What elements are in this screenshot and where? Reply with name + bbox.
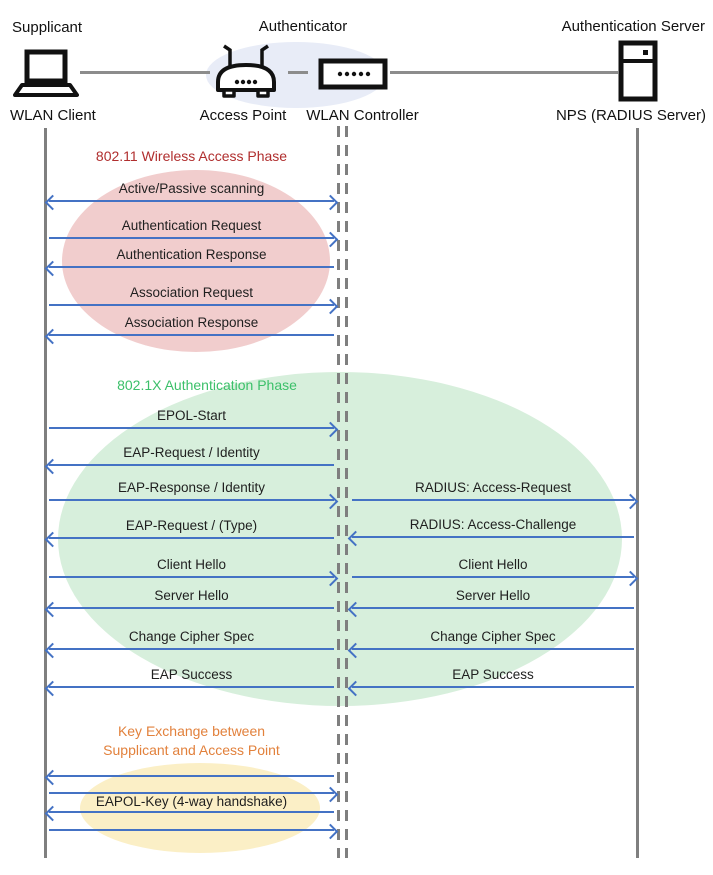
message-authentication-response	[47, 248, 336, 272]
wlan-controller-icon	[318, 58, 388, 90]
message-arrow	[47, 460, 336, 470]
message-label: RADIUS: Access-Request	[414, 480, 572, 495]
message-change-cipher-spec-right	[350, 630, 636, 654]
key-exchange-arrow-4	[47, 825, 336, 835]
message-arrow	[350, 532, 636, 542]
link-line-wlc-nps	[390, 71, 618, 74]
phase2-title: 802.1X Authentication Phase	[117, 377, 297, 393]
message-server-hello-right	[350, 589, 636, 613]
laptop-icon	[13, 49, 79, 99]
message-arrow	[350, 603, 636, 613]
message-eap-request-type	[47, 519, 336, 543]
message-arrow	[47, 330, 336, 340]
role-authenticator-label: Authenticator	[258, 18, 348, 35]
wlan-controller-lifeline-b	[345, 126, 348, 858]
message-label: Association Request	[129, 285, 254, 300]
nps-lifeline	[636, 128, 639, 858]
message-arrow	[47, 495, 336, 505]
message-label: EAP Success	[150, 667, 233, 682]
message-label: Server Hello	[455, 588, 531, 603]
link-line-client-ap	[80, 71, 210, 74]
access-point-icon	[212, 44, 280, 100]
message-arrow	[350, 682, 636, 692]
message-server-hello-left	[47, 589, 336, 613]
message-arrow	[47, 262, 336, 272]
message-label: Client Hello	[156, 557, 227, 572]
message-eap-success-left	[47, 668, 336, 692]
message-radius-access-challenge	[350, 518, 636, 542]
wlan-client-label: WLAN Client	[10, 107, 96, 124]
key-exchange-arrow-1	[47, 771, 336, 781]
message-authentication-request	[47, 219, 336, 243]
link-dash-ap-wlc	[288, 71, 308, 74]
role-authentication-server-label: Authentication Server	[561, 18, 705, 35]
message-label: Server Hello	[154, 588, 229, 603]
phase1-title: 802.11 Wireless Access Phase	[95, 148, 288, 164]
message-arrow	[47, 300, 336, 310]
access-point-label: Access Point	[199, 107, 287, 124]
wlan-controller-label: WLAN Controller	[306, 107, 419, 124]
message-arrow	[47, 196, 336, 206]
message-arrow	[47, 572, 336, 582]
message-label: EAP Success	[452, 667, 534, 682]
phase3-title	[47, 722, 336, 760]
message-eap-response-identity	[47, 481, 336, 505]
message-arrow	[47, 533, 336, 543]
message-label: RADIUS: Access-Challenge	[409, 517, 577, 532]
eapol-key-label: EAPOL-Key (4-way handshake)	[95, 794, 288, 809]
message-arrow	[350, 644, 636, 654]
phase3-title-line1: Key Exchange between	[117, 723, 266, 739]
message-label: EAP-Request / Identity	[123, 445, 260, 460]
message-label: Client Hello	[458, 557, 528, 572]
message-arrow	[47, 603, 336, 613]
message-arrow	[47, 682, 336, 692]
message-eap-success-right	[350, 668, 636, 692]
phase3-title-line2: Supplicant and Access Point	[103, 742, 280, 758]
message-label: Change Cipher Spec	[430, 629, 556, 644]
wlan-controller-lifeline-a	[337, 126, 340, 858]
message-label: Association Response	[124, 315, 259, 330]
message-label: EAP-Response / Identity	[117, 480, 266, 495]
message-epol-start	[47, 409, 336, 433]
message-arrow	[350, 495, 636, 505]
message-label: Change Cipher Spec	[128, 629, 255, 644]
message-association-request	[47, 286, 336, 310]
message-radius-access-request	[350, 481, 636, 505]
role-supplicant-label: Supplicant	[12, 19, 83, 36]
message-label: Active/Passive scanning	[118, 181, 265, 196]
message-arrow	[47, 423, 336, 433]
message-label: EPOL-Start	[156, 408, 227, 423]
nps-radius-server-label: NPS (RADIUS Server)	[555, 107, 706, 124]
message-label: Authentication Response	[116, 247, 267, 262]
message-arrow	[47, 233, 336, 243]
message-active-passive-scanning	[47, 182, 336, 206]
message-client-hello-left	[47, 558, 336, 582]
message-change-cipher-spec-left	[47, 630, 336, 654]
message-label: Authentication Request	[121, 218, 262, 233]
message-arrow	[350, 572, 636, 582]
server-icon	[618, 40, 658, 102]
message-label: EAP-Request / (Type)	[125, 518, 258, 533]
message-eap-request-identity	[47, 446, 336, 470]
message-association-response	[47, 316, 336, 340]
message-client-hello-right	[350, 558, 636, 582]
message-arrow	[47, 644, 336, 654]
